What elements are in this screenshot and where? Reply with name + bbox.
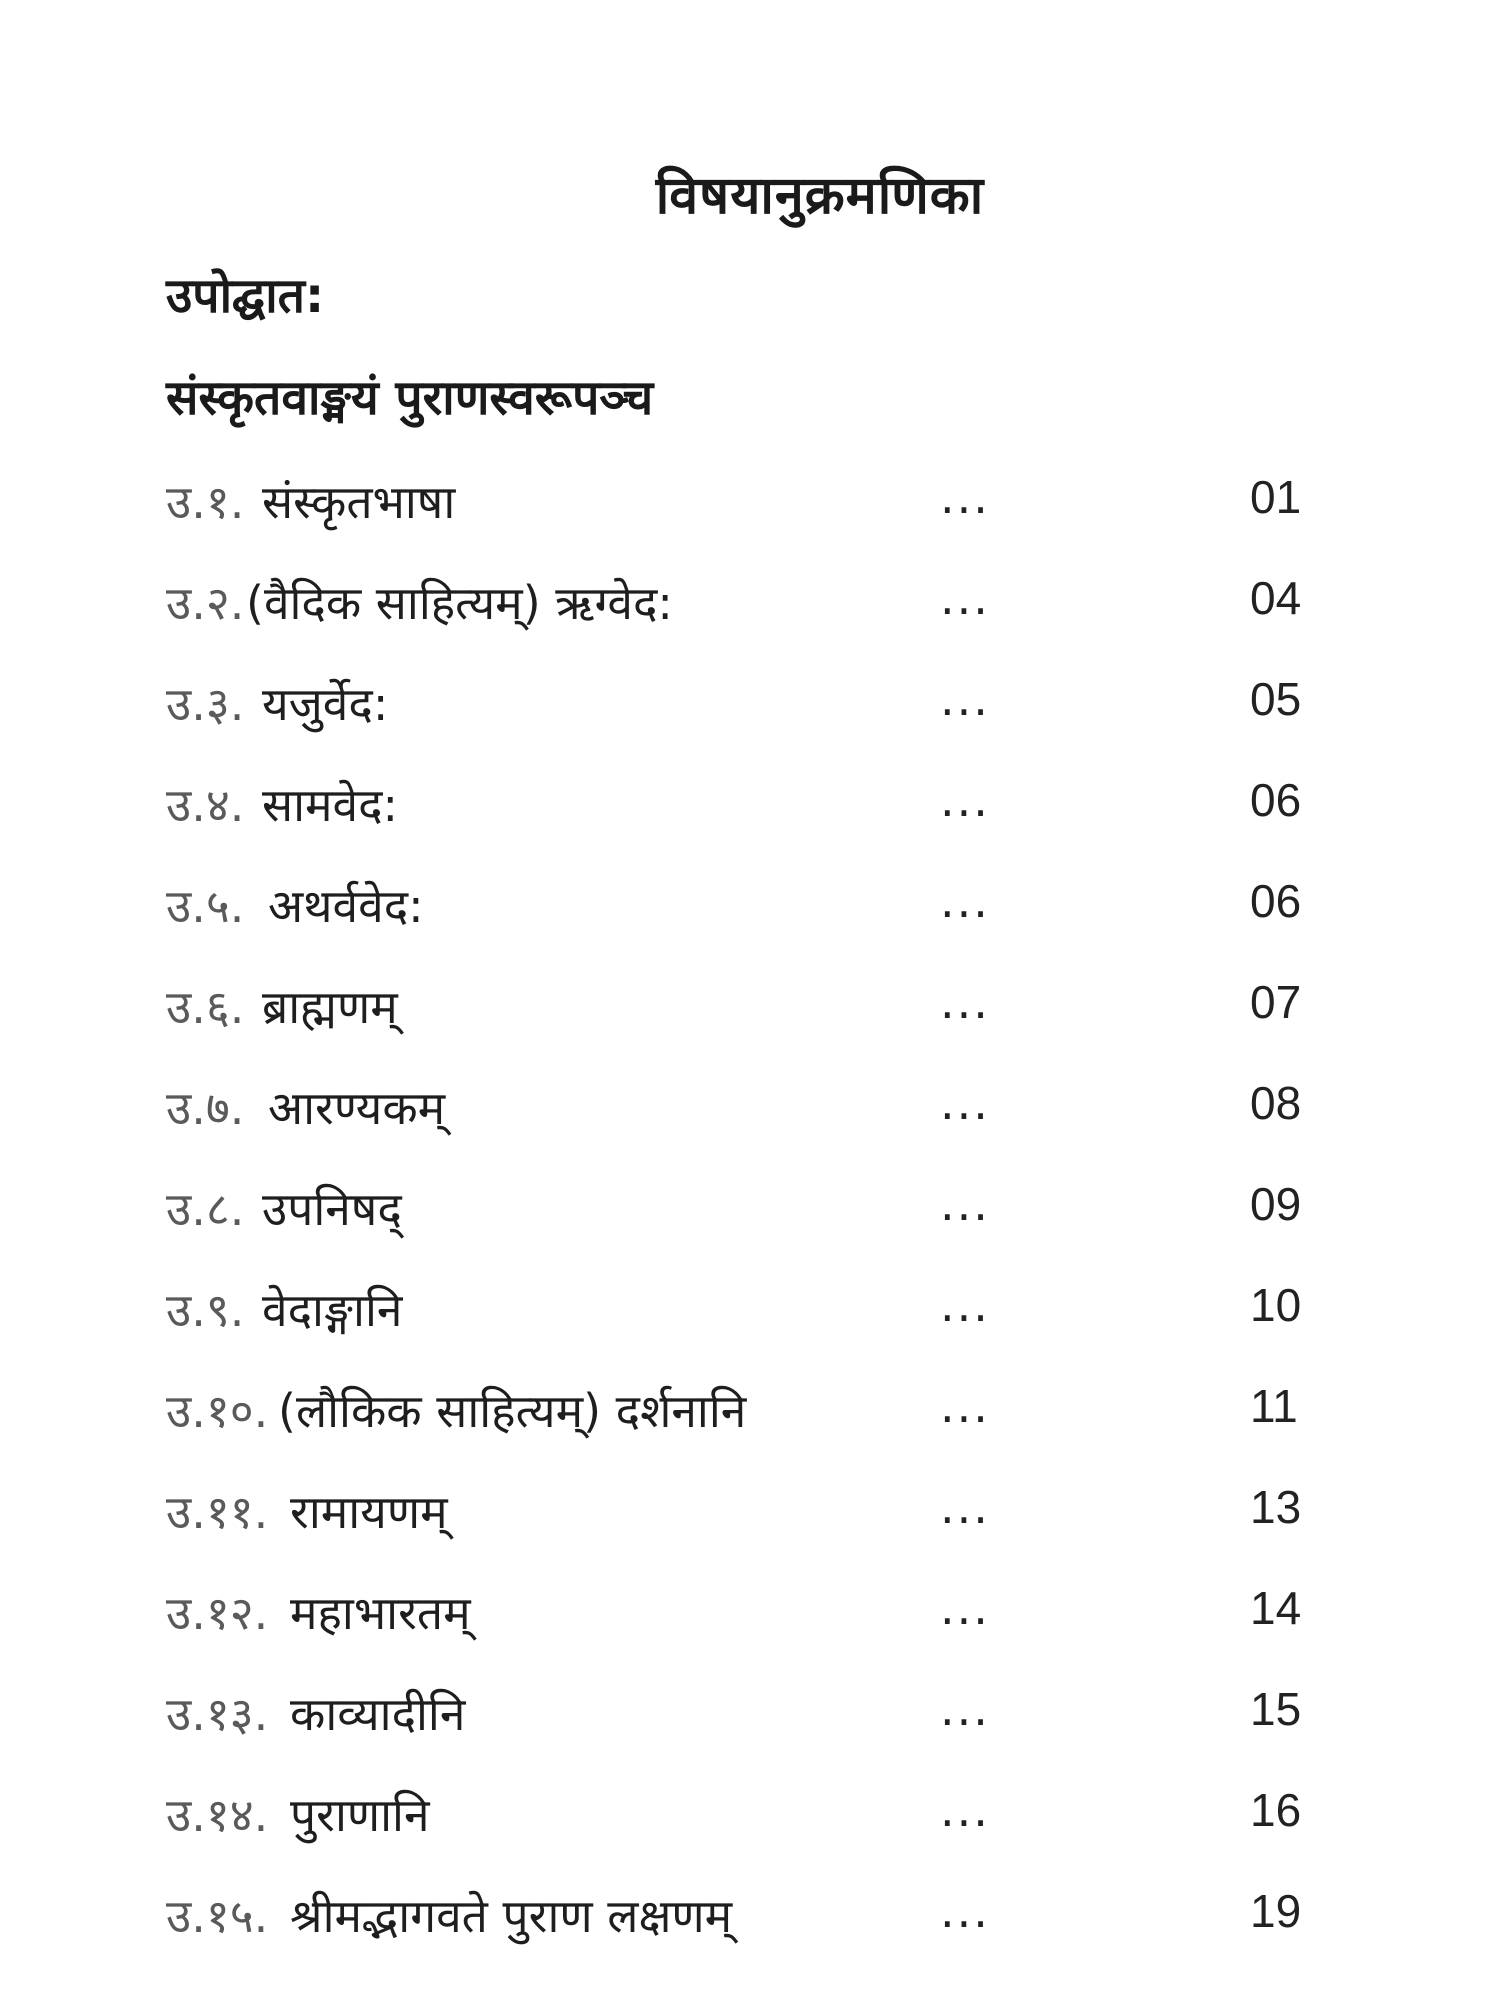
toc-entry-title: पुराणानि [290,1788,430,1842]
toc-entry-title: (लौकिक साहित्यम्) दर्शनानि [278,1384,747,1438]
toc-row [0,1278,1500,1379]
toc-leader-dots: ... [940,571,990,625]
toc-entry-number: उ.१५. [166,1889,269,1943]
toc-row [0,1379,1500,1480]
toc-page-number: 10 [1250,1279,1302,1331]
toc-page-number: 06 [1250,774,1302,826]
toc-leader-dots: ... [940,1884,990,1938]
toc-entry-title: काव्यादीनि [290,1687,466,1741]
toc-entry-number: उ.१. [166,475,245,529]
toc-entry-title: सामवेद: [262,778,399,832]
toc-row [0,1076,1500,1177]
toc-leader-dots: ... [940,470,990,524]
toc-leader-dots: ... [940,1682,990,1736]
toc-row [0,571,1500,672]
toc-entry-number: उ.१४. [166,1788,269,1842]
toc-page-number: 06 [1250,875,1302,927]
page-title: विषयानुक्रमणिका [655,166,985,226]
toc-entry-number: उ.५. [166,879,245,933]
toc-leader-dots: ... [940,1783,990,1837]
toc-entry-title: ब्राह्मणम् [262,980,398,1034]
toc-entry-title: श्रीमद्भागवते पुराण लक्षणम् [290,1889,733,1943]
toc-row [0,1884,1500,1985]
toc-entry-number: उ.२. [166,576,245,630]
toc-leader-dots: ... [940,1177,990,1231]
toc-page-number: 15 [1250,1683,1302,1735]
toc-entry-title: अथर्ववेद: [268,879,424,933]
toc-row [0,773,1500,874]
toc-entry-number: उ.३. [166,677,245,731]
toc-leader-dots: ... [940,1278,990,1332]
toc-page-number: 04 [1250,572,1302,624]
toc-entry-number: उ.११. [166,1485,269,1539]
toc-entry-title: (वैदिक साहित्यम्) ऋग्वेद: [246,576,673,630]
section-heading-introduction: उपोद्घात: [166,268,325,324]
toc-page-number: 09 [1250,1178,1302,1230]
toc-page-number: 08 [1250,1077,1302,1129]
toc-leader-dots: ... [940,874,990,928]
toc-row [0,975,1500,1076]
toc-page-number: 16 [1250,1784,1302,1836]
toc-row [0,1581,1500,1682]
toc-leader-dots: ... [940,975,990,1029]
toc-entry-number: उ.६. [166,980,245,1034]
toc-page-number: 01 [1250,471,1302,523]
table-of-contents [0,470,1500,1985]
toc-leader-dots: ... [940,1076,990,1130]
toc-entry-number: उ.१०. [166,1384,269,1438]
toc-row [0,874,1500,975]
toc-entry-number: उ.१२. [166,1586,269,1640]
toc-entry-number: उ.८. [166,1182,245,1236]
toc-entry-title: उपनिषद् [262,1182,402,1236]
toc-entry-title: आरण्यकम् [268,1081,446,1135]
toc-row [0,1682,1500,1783]
toc-entry-number: उ.४. [166,778,245,832]
toc-entry-title: यजुर्वेद: [262,677,389,731]
toc-entry-title: महाभारतम् [290,1586,471,1640]
toc-page-number: 05 [1250,673,1302,725]
toc-page-number: 07 [1250,976,1302,1028]
toc-row [0,1480,1500,1581]
toc-entry-title: संस्कृतभाषा [262,475,456,529]
toc-leader-dots: ... [940,773,990,827]
toc-entry-number: उ.१३. [166,1687,269,1741]
toc-entry-number: उ.७. [166,1081,245,1135]
toc-page-number: 14 [1250,1582,1302,1634]
toc-page-number: 19 [1250,1885,1302,1937]
toc-leader-dots: ... [940,1379,990,1433]
toc-row [0,672,1500,773]
toc-entry-number: उ.९. [166,1283,245,1337]
toc-leader-dots: ... [940,672,990,726]
toc-row [0,470,1500,571]
toc-row [0,1783,1500,1884]
toc-leader-dots: ... [940,1480,990,1534]
toc-page-number: 11 [1250,1380,1298,1432]
toc-entry-title: वेदाङ्गानि [262,1283,403,1337]
toc-entry-title: रामायणम् [290,1485,448,1539]
toc-row [0,1177,1500,1278]
toc-leader-dots: ... [940,1581,990,1635]
toc-page-number: 13 [1250,1481,1302,1533]
section-heading-subtitle: संस्कृतवाङ्मयं पुराणस्वरूपञ्च [166,370,654,426]
